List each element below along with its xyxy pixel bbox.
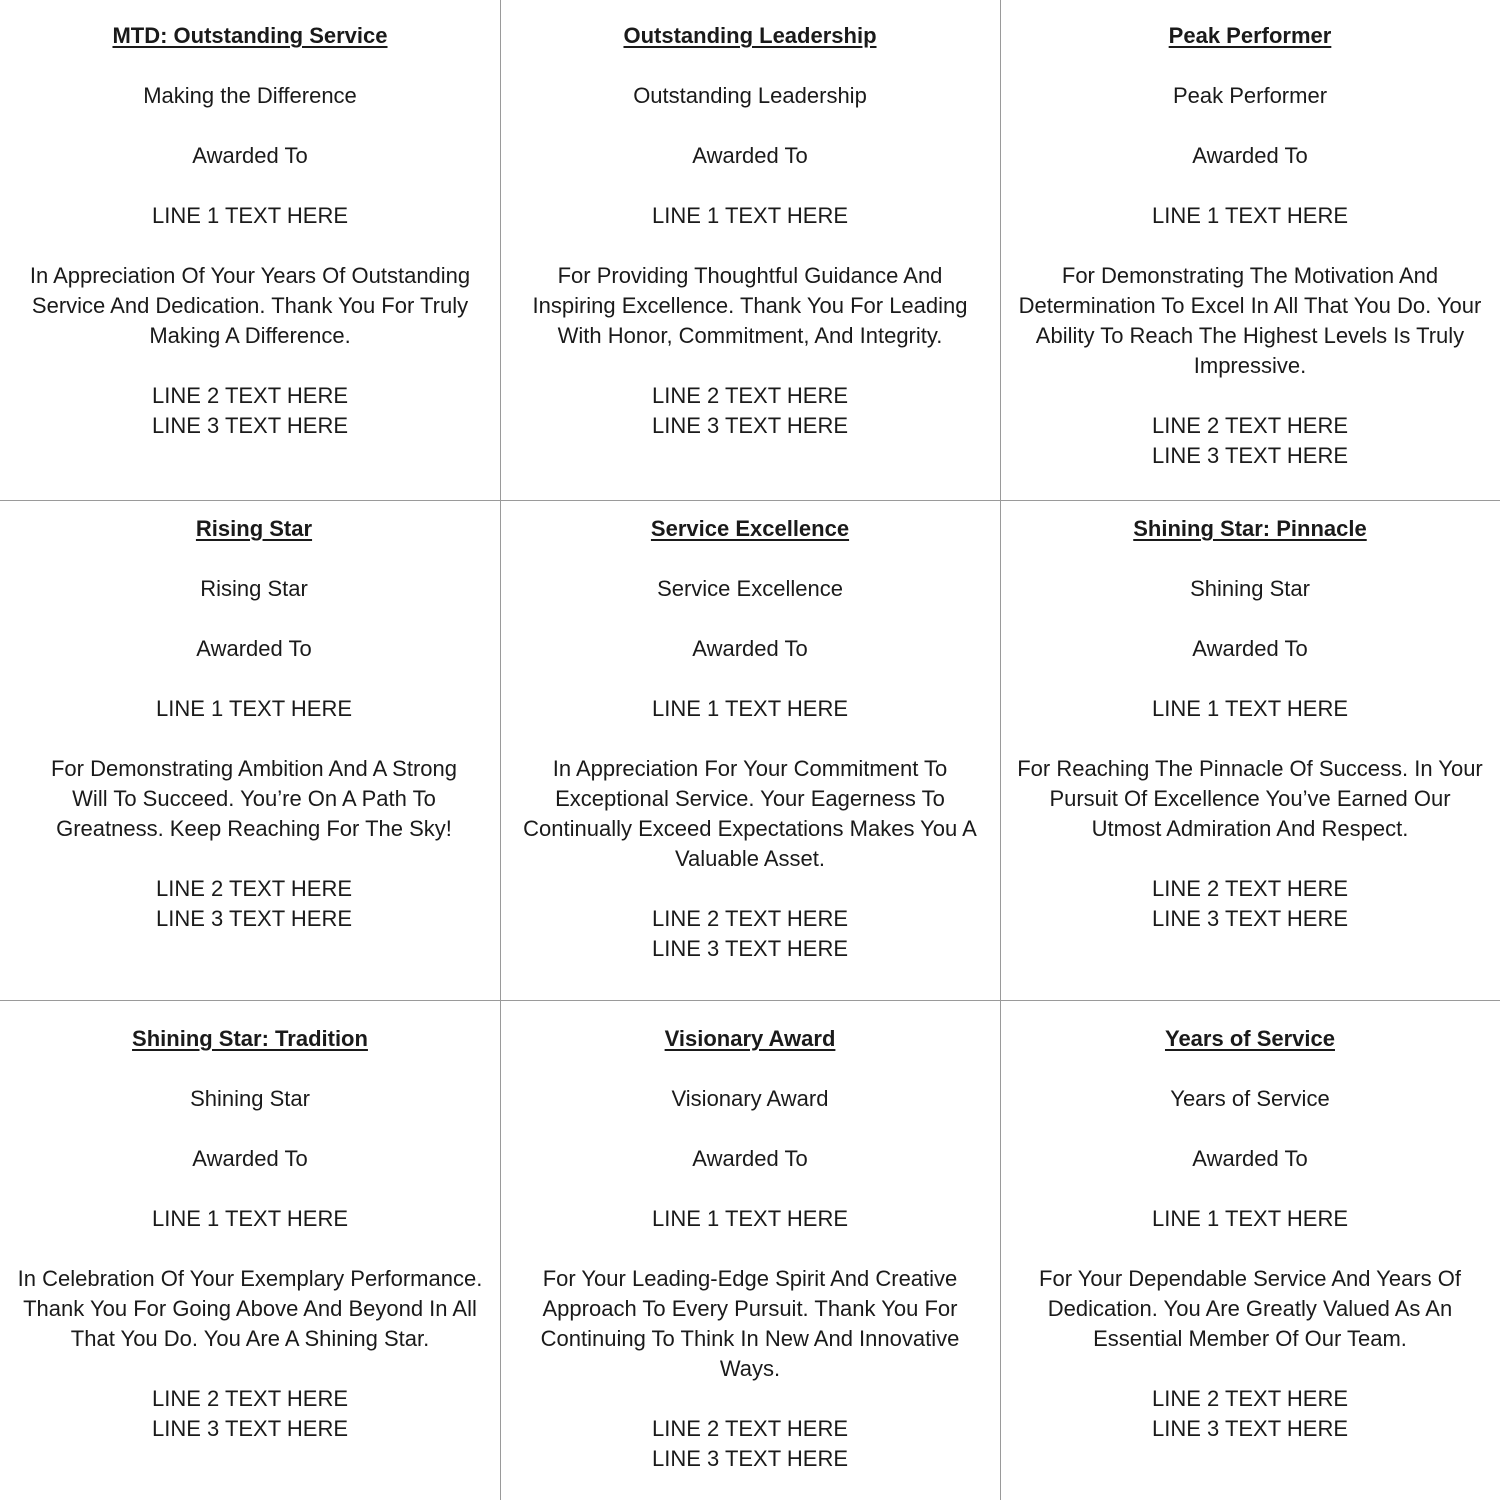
award-message-line: Ways. <box>719 1356 781 1381</box>
awarded-to-label: Awarded To <box>1192 636 1308 661</box>
award-subtitle: Outstanding Leadership <box>633 83 867 108</box>
line-2-text: LINE 2 TEXT HERE <box>651 1416 849 1441</box>
awarded-to-label: Awarded To <box>1192 143 1308 168</box>
line-3-text: LINE 3 TEXT HERE <box>651 936 849 961</box>
award-message-line: In Celebration Of Your Exemplary Performance. <box>17 1266 483 1291</box>
award-message-line: Ability To Reach The Highest Levels Is Truly <box>1035 323 1465 348</box>
awarded-to-label: Awarded To <box>192 1146 308 1171</box>
line-1-text: LINE 1 TEXT HERE <box>155 696 353 721</box>
award-subtitle: Making the Difference <box>143 83 357 108</box>
award-message-line: Utmost Admiration And Respect. <box>1091 816 1409 841</box>
award-title: Shining Star: Pinnacle <box>1133 516 1367 541</box>
award-message-line: Exceptional Service. Your Eagerness To <box>555 786 945 811</box>
award-title: Years of Service <box>1164 1026 1335 1051</box>
award-title: MTD: Outstanding Service <box>112 23 388 48</box>
award-title: Visionary Award <box>664 1026 836 1051</box>
line-3-text: LINE 3 TEXT HERE <box>651 1446 849 1471</box>
award-message-line: Pursuit Of Excellence You’ve Earned Our <box>1049 786 1451 811</box>
line-2-text: LINE 2 TEXT HERE <box>1151 876 1349 901</box>
award-message-line: Approach To Every Pursuit. Thank You For <box>542 1296 958 1321</box>
award-message-line: Thank You For Going Above And Beyond In All <box>23 1296 477 1321</box>
award-title: Service Excellence <box>650 516 850 541</box>
award-card-peak-performer <box>1000 21 1500 471</box>
award-title: Rising Star <box>195 516 313 541</box>
award-card-service-excellence <box>500 514 1000 964</box>
line-3-text: LINE 3 TEXT HERE <box>1151 443 1349 468</box>
awarded-to-label: Awarded To <box>1192 1146 1308 1171</box>
award-subtitle: Shining Star <box>190 1086 310 1111</box>
award-message-line: Essential Member Of Our Team. <box>1093 1326 1407 1351</box>
award-title: Peak Performer <box>1168 23 1332 48</box>
line-2-text: LINE 2 TEXT HERE <box>155 876 353 901</box>
award-message-line: For Demonstrating Ambition And A Strong <box>50 756 457 781</box>
awarded-to-label: Awarded To <box>192 143 308 168</box>
award-subtitle: Service Excellence <box>657 576 843 601</box>
award-message-line: With Honor, Commitment, And Integrity. <box>557 323 943 348</box>
line-1-text: LINE 1 TEXT HERE <box>1151 696 1349 721</box>
award-message-line: Inspiring Excellence. Thank You For Leading <box>532 293 968 318</box>
award-message-line: For Providing Thoughtful Guidance And <box>557 263 943 288</box>
award-message-line: In Appreciation For Your Commitment To <box>552 756 948 781</box>
line-2-text: LINE 2 TEXT HERE <box>151 1386 349 1411</box>
awarded-to-label: Awarded To <box>692 636 808 661</box>
line-1-text: LINE 1 TEXT HERE <box>151 203 349 228</box>
line-3-text: LINE 3 TEXT HERE <box>1151 1416 1349 1441</box>
line-3-text: LINE 3 TEXT HERE <box>651 413 849 438</box>
awarded-to-label: Awarded To <box>196 636 312 661</box>
award-message-line: Continuing To Think In New And Innovative <box>540 1326 960 1351</box>
award-message-line: For Demonstrating The Motivation And <box>1061 263 1439 288</box>
award-card-shining-star-pinnacle <box>1000 514 1500 934</box>
line-2-text: LINE 2 TEXT HERE <box>651 906 849 931</box>
award-message-line: In Appreciation Of Your Years Of Outstanding <box>29 263 471 288</box>
line-2-text: LINE 2 TEXT HERE <box>151 383 349 408</box>
line-2-text: LINE 2 TEXT HERE <box>1151 1386 1349 1411</box>
award-card-years-of-service <box>1000 1024 1500 1444</box>
award-message-line: Continually Exceed Expectations Makes You A <box>523 816 977 841</box>
award-message-line: Making A Difference. <box>149 323 351 348</box>
award-message-line: For Your Leading-Edge Spirit And Creative <box>542 1266 958 1291</box>
row-divider <box>0 1000 1500 1001</box>
award-subtitle: Visionary Award <box>671 1086 829 1111</box>
line-1-text: LINE 1 TEXT HERE <box>651 1206 849 1231</box>
award-message-line: For Your Dependable Service And Years Of <box>1039 1266 1461 1291</box>
award-subtitle: Shining Star <box>1190 576 1310 601</box>
line-2-text: LINE 2 TEXT HERE <box>651 383 849 408</box>
line-2-text: LINE 2 TEXT HERE <box>1151 413 1349 438</box>
award-message-line: Greatness. Keep Reaching For The Sky! <box>56 816 452 841</box>
award-subtitle: Peak Performer <box>1172 83 1328 108</box>
award-card-visionary-award <box>500 1024 1000 1474</box>
award-card-mtd-outstanding-service <box>0 21 500 441</box>
line-1-text: LINE 1 TEXT HERE <box>651 696 849 721</box>
line-1-text: LINE 1 TEXT HERE <box>651 203 849 228</box>
awarded-to-label: Awarded To <box>692 1146 808 1171</box>
line-1-text: LINE 1 TEXT HERE <box>1151 1206 1349 1231</box>
award-message-line: Valuable Asset. <box>674 846 826 871</box>
line-3-text: LINE 3 TEXT HERE <box>1151 906 1349 931</box>
award-message-line: That You Do. You Are A Shining Star. <box>70 1326 430 1351</box>
award-title: Outstanding Leadership <box>623 23 877 48</box>
line-3-text: LINE 3 TEXT HERE <box>151 1416 349 1441</box>
award-message-line: Will To Succeed. You’re On A Path To <box>72 786 436 811</box>
awarded-to-label: Awarded To <box>692 143 808 168</box>
row-divider <box>0 500 1500 501</box>
award-card-outstanding-leadership <box>500 21 1000 441</box>
line-3-text: LINE 3 TEXT HERE <box>155 906 353 931</box>
award-message-line: Determination To Excel In All That You Do. Your <box>1018 293 1482 318</box>
award-message-line: Dedication. You Are Greatly Valued As An <box>1047 1296 1453 1321</box>
line-1-text: LINE 1 TEXT HERE <box>151 1206 349 1231</box>
award-subtitle: Years of Service <box>1170 1086 1330 1111</box>
award-card-rising-star <box>0 514 508 934</box>
award-subtitle: Rising Star <box>200 576 308 601</box>
line-3-text: LINE 3 TEXT HERE <box>151 413 349 438</box>
award-message-line: For Reaching The Pinnacle Of Success. In Your <box>1017 756 1483 781</box>
award-message-line: Service And Dedication. Thank You For Truly <box>31 293 469 318</box>
award-message-line: Impressive. <box>1193 353 1307 378</box>
award-card-shining-star-tradition <box>0 1024 500 1444</box>
line-1-text: LINE 1 TEXT HERE <box>1151 203 1349 228</box>
award-title: Shining Star: Tradition <box>132 1026 368 1051</box>
